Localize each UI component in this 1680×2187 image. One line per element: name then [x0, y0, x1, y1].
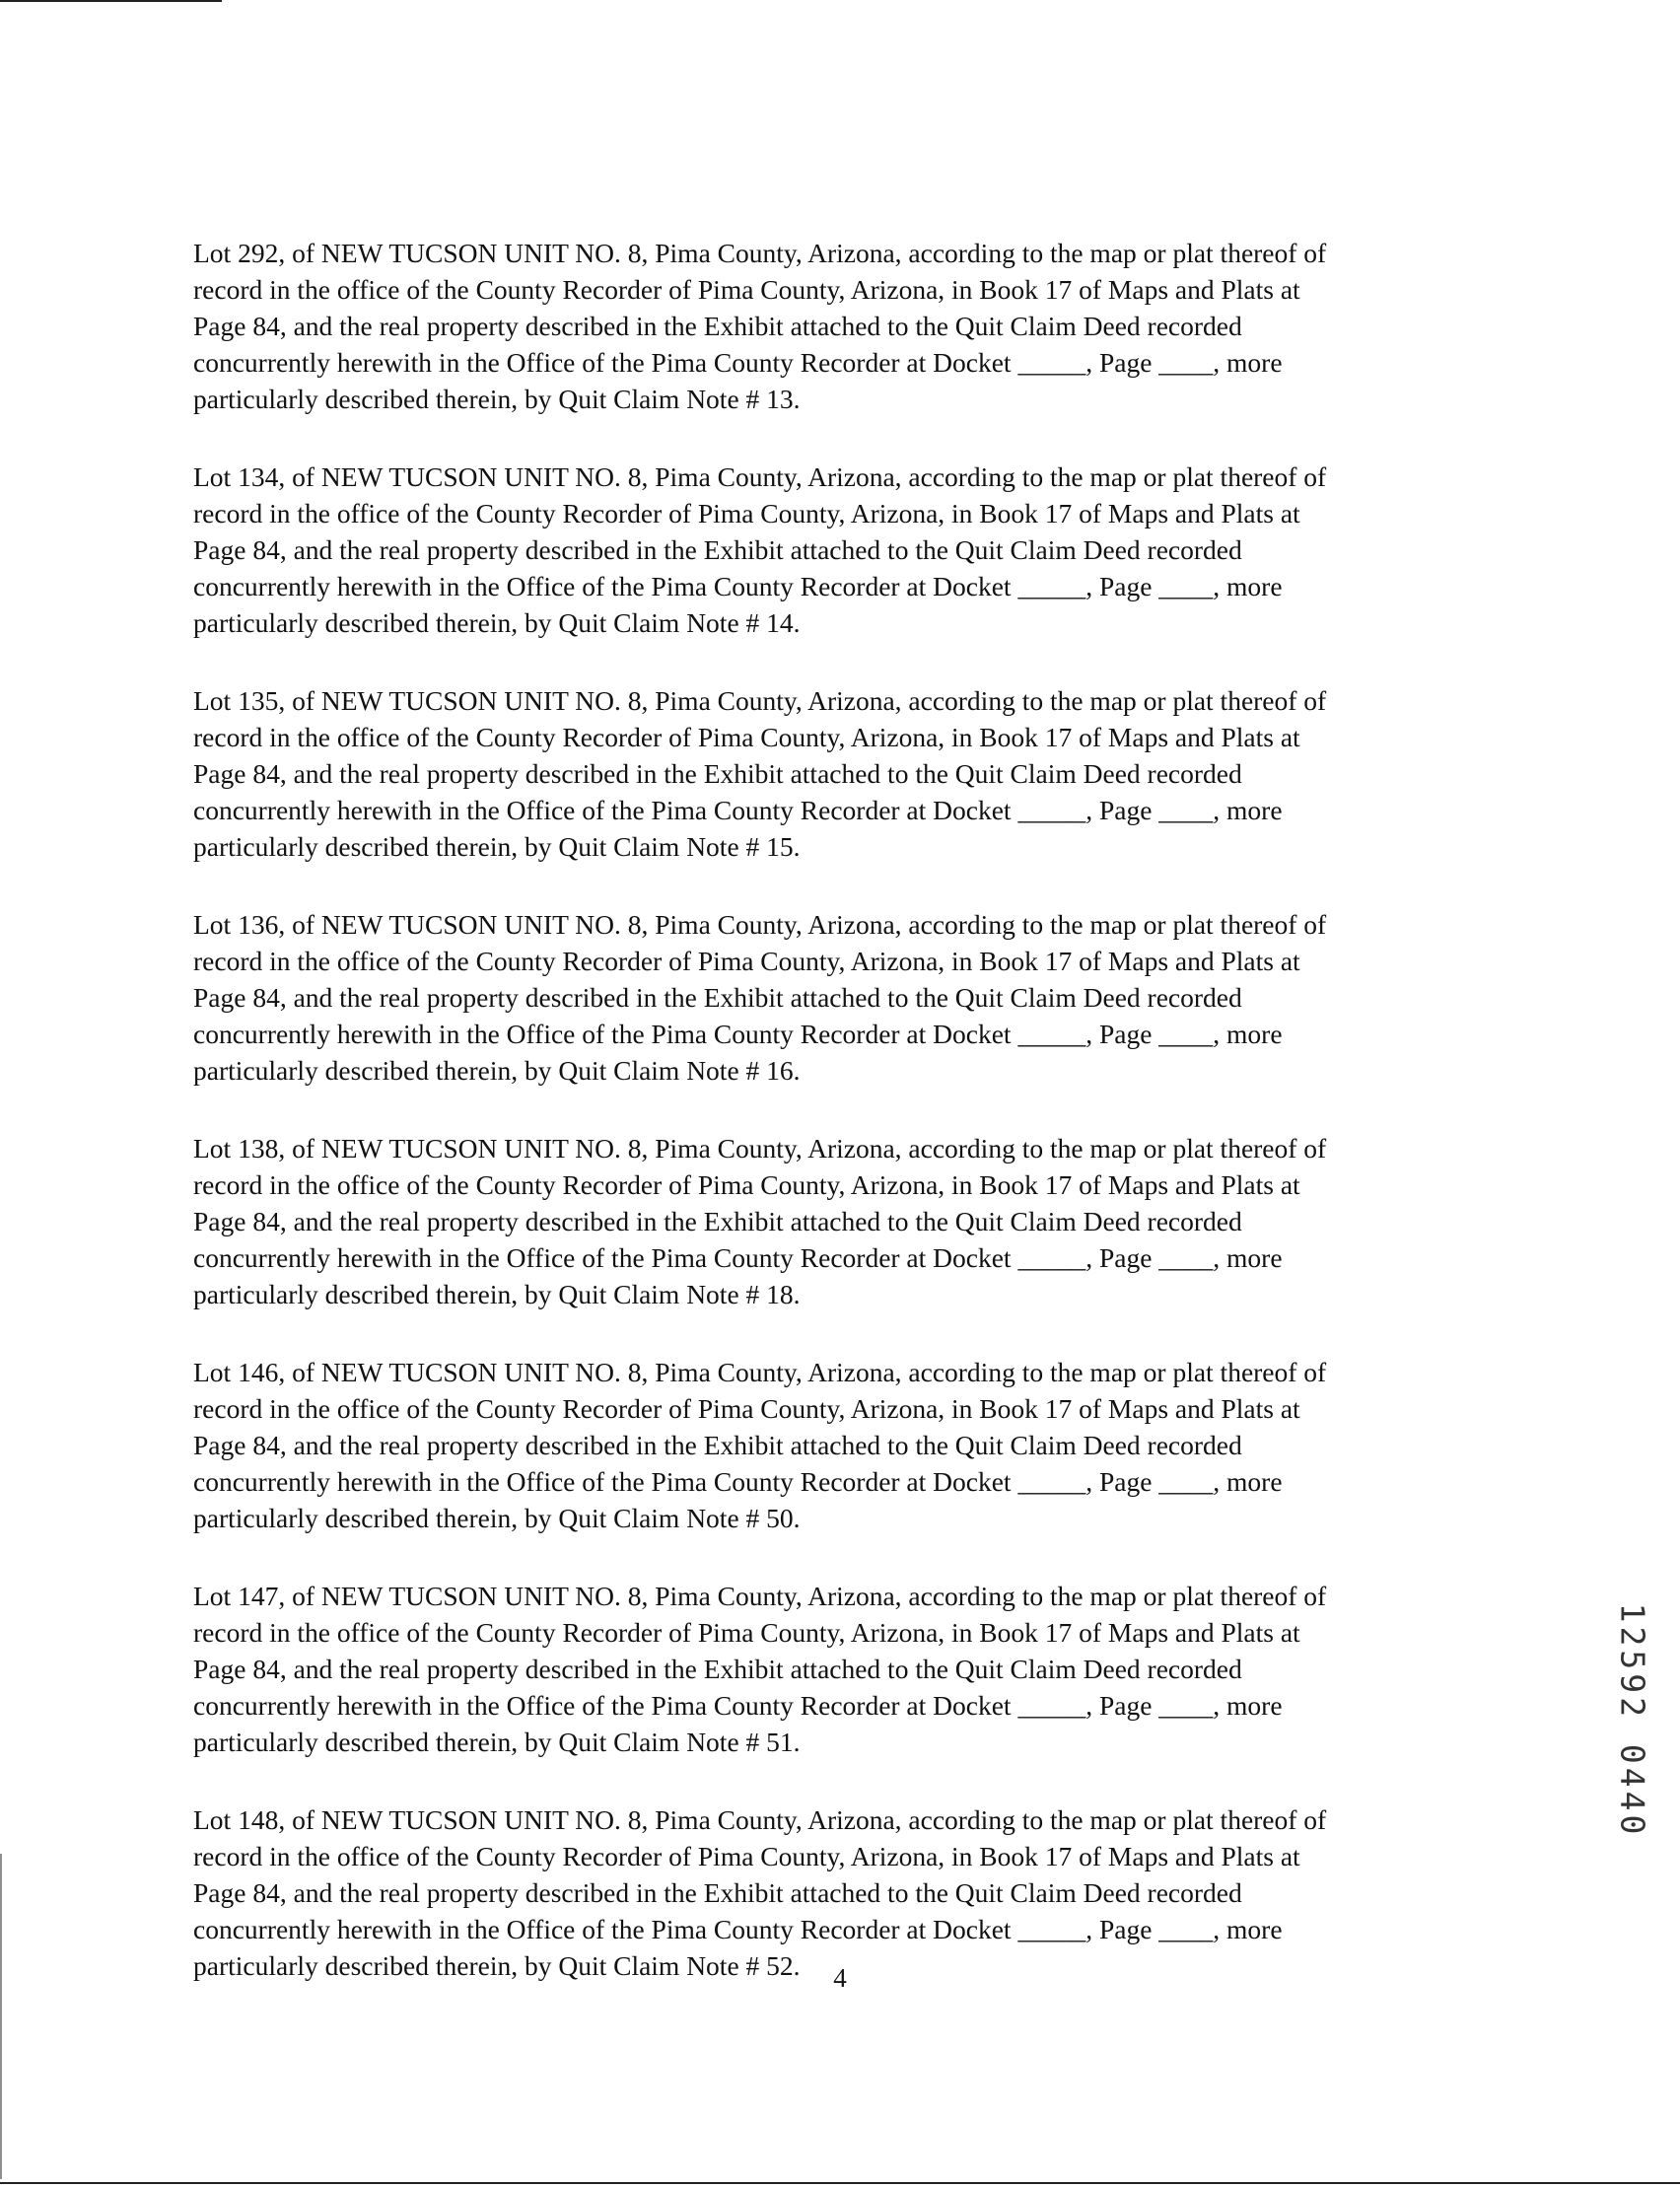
lot-description-paragraph — [193, 1578, 1475, 1760]
paragraph-line: particularly described therein, by Quit Claim Note # 13. — [193, 384, 801, 414]
paragraph-line: particularly described therein, by Quit Claim Note # 18. — [193, 1279, 801, 1309]
paragraph-line: Lot 136, of NEW TUCSON UNIT NO. 8, Pima County, Arizona, according to the map or plat thereof of — [193, 909, 1327, 940]
paragraph-line: Lot 134, of NEW TUCSON UNIT NO. 8, Pima County, Arizona, according to the map or plat thereof of — [193, 461, 1327, 492]
paragraph-line: record in the office of the County Recorder of Pima County, Arizona, in Book 17 of Maps and Plats at — [193, 498, 1300, 529]
lot-description-paragraph — [193, 906, 1475, 1089]
paragraph-line: Page 84, and the real property described in the Exhibit attached to the Quit Claim Deed recorded — [193, 1654, 1242, 1684]
paragraph-line: Page 84, and the real property described in the Exhibit attached to the Quit Claim Deed recorded — [193, 758, 1242, 789]
lot-description-paragraph — [193, 459, 1475, 641]
paragraph-line: Page 84, and the real property described in the Exhibit attached to the Quit Claim Deed recorded — [193, 1877, 1242, 1908]
paragraph-line: Page 84, and the real property described in the Exhibit attached to the Quit Claim Deed recorded — [193, 534, 1242, 565]
paragraph-line: concurrently herewith in the Office of the Pima County Recorder at Docket _____, Page ____, more — [193, 1242, 1283, 1273]
paragraph-line: Page 84, and the real property described in the Exhibit attached to the Quit Claim Deed recorded — [193, 1430, 1242, 1460]
document-body — [193, 235, 1475, 2025]
paragraph-line: concurrently herewith in the Office of the Pima County Recorder at Docket _____, Page ____, more — [193, 1690, 1283, 1721]
lot-description-paragraph — [193, 682, 1475, 865]
paragraph-line: Page 84, and the real property described in the Exhibit attached to the Quit Claim Deed recorded — [193, 982, 1242, 1013]
paragraph-line: concurrently herewith in the Office of the Pima County Recorder at Docket _____, Page ____, more — [193, 571, 1283, 601]
paragraph-line: record in the office of the County Recorder of Pima County, Arizona, in Book 17 of Maps and Plats at — [193, 722, 1300, 752]
paragraph-line: record in the office of the County Recorder of Pima County, Arizona, in Book 17 of Maps and Plats at — [193, 1841, 1300, 1871]
paragraph-line: particularly described therein, by Quit Claim Note # 15. — [193, 831, 801, 862]
paragraph-line: particularly described therein, by Quit Claim Note # 52. — [193, 1950, 801, 1981]
paragraph-line: particularly described therein, by Quit Claim Note # 16. — [193, 1055, 801, 1086]
paragraph-line: Lot 135, of NEW TUCSON UNIT NO. 8, Pima County, Arizona, according to the map or plat thereof of — [193, 685, 1327, 716]
paragraph-line: record in the office of the County Recorder of Pima County, Arizona, in Book 17 of Maps and Plats at — [193, 1169, 1300, 1200]
paragraph-line: Lot 138, of NEW TUCSON UNIT NO. 8, Pima County, Arizona, according to the map or plat thereof of — [193, 1133, 1327, 1164]
paragraph-line: record in the office of the County Recorder of Pima County, Arizona, in Book 17 of Maps and Plats at — [193, 274, 1300, 305]
paragraph-line: concurrently herewith in the Office of the Pima County Recorder at Docket _____, Page ____, more — [193, 347, 1283, 378]
paragraph-line: record in the office of the County Recorder of Pima County, Arizona, in Book 17 of Maps and Plats at — [193, 1393, 1300, 1424]
paragraph-line: record in the office of the County Recorder of Pima County, Arizona, in Book 17 of Maps and Plats at — [193, 946, 1300, 976]
paragraph-line: record in the office of the County Recorder of Pima County, Arizona, in Book 17 of Maps and Plats at — [193, 1617, 1300, 1648]
paragraph-line: Lot 147, of NEW TUCSON UNIT NO. 8, Pima County, Arizona, according to the map or plat thereof of — [193, 1581, 1327, 1611]
lot-description-paragraph — [193, 1354, 1475, 1536]
paragraph-line: Page 84, and the real property described in the Exhibit attached to the Quit Claim Deed recorded — [193, 311, 1242, 341]
paragraph-line: concurrently herewith in the Office of the Pima County Recorder at Docket _____, Page ____, more — [193, 1466, 1283, 1497]
paragraph-line: concurrently herewith in the Office of the Pima County Recorder at Docket _____, Page ____, more — [193, 795, 1283, 825]
docket-stamp-text: 12592 0440 — [1613, 1602, 1652, 1839]
paragraph-line: Lot 146, of NEW TUCSON UNIT NO. 8, Pima County, Arizona, according to the map or plat thereof of — [193, 1357, 1327, 1387]
paragraph-line: particularly described therein, by Quit Claim Note # 14. — [193, 607, 801, 638]
paragraph-line: Lot 148, of NEW TUCSON UNIT NO. 8, Pima County, Arizona, according to the map or plat thereof of — [193, 1804, 1327, 1835]
scan-left-edge-line — [0, 1854, 2, 2179]
scan-top-edge-line — [0, 0, 222, 2]
paragraph-line: concurrently herewith in the Office of the Pima County Recorder at Docket _____, Page ____, more — [193, 1914, 1283, 1944]
docket-stamp — [1613, 1583, 1652, 1859]
lot-description-paragraph — [193, 235, 1475, 417]
lot-description-paragraph — [193, 1801, 1475, 1984]
paragraph-line: Lot 292, of NEW TUCSON UNIT NO. 8, Pima County, Arizona, according to the map or plat thereof of — [193, 238, 1327, 268]
paragraph-line: particularly described therein, by Quit Claim Note # 51. — [193, 1727, 801, 1757]
paragraph-line: particularly described therein, by Quit Claim Note # 50. — [193, 1503, 801, 1533]
lot-description-paragraph — [193, 1130, 1475, 1312]
paragraph-line: concurrently herewith in the Office of the Pima County Recorder at Docket _____, Page ____, more — [193, 1019, 1283, 1049]
page-number: 4 — [833, 1963, 847, 1993]
scan-bottom-edge-line — [0, 2182, 1680, 2184]
paragraph-line: Page 84, and the real property described in the Exhibit attached to the Quit Claim Deed recorded — [193, 1206, 1242, 1236]
